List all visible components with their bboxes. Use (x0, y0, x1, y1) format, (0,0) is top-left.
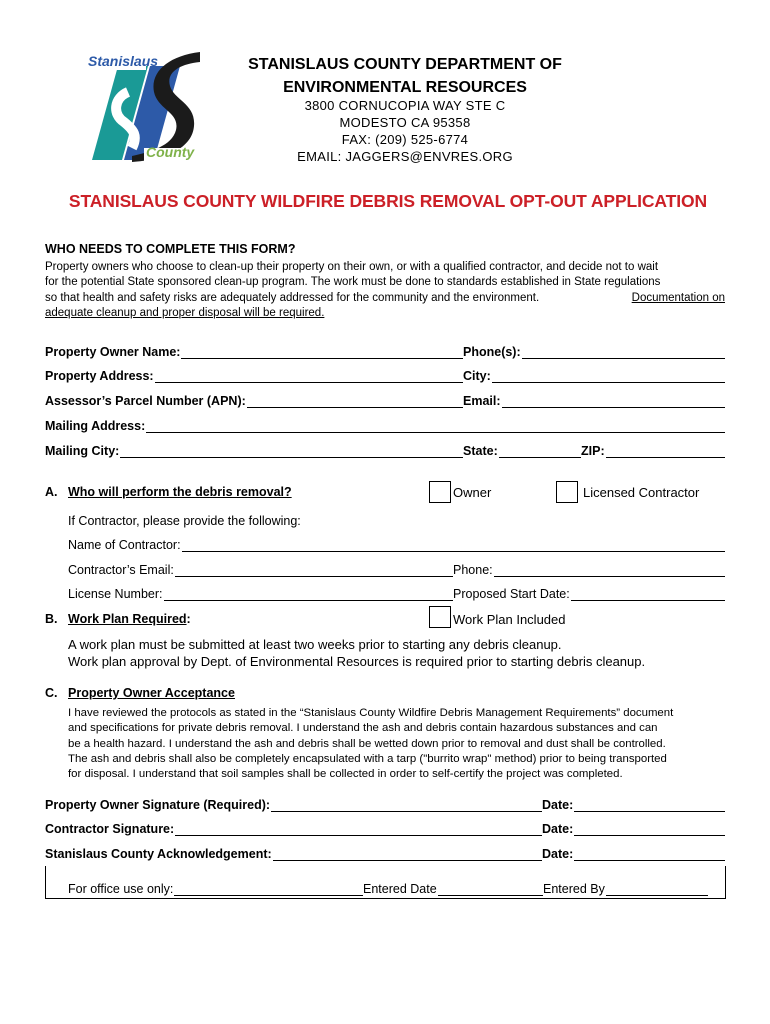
entered-by-label: Entered By (543, 882, 605, 896)
acceptance-line1: I have reviewed the protocols as stated in the “Stanislaus County Wildfire Debris Management Requirements” document (68, 707, 674, 719)
logo-text-stanislaus: Stanislaus (88, 53, 159, 69)
county-acknowledgement-label: Stanislaus County Acknowledgement: (45, 847, 272, 861)
license-number-field[interactable] (68, 587, 453, 601)
contractor-name-line[interactable] (182, 539, 725, 552)
city-line[interactable] (492, 370, 725, 383)
contractor-signature-date-line[interactable] (574, 823, 725, 836)
form-title: STANISLAUS COUNTY WILDFIRE DEBRIS REMOVAL OPT-OUT APPLICATION (68, 191, 708, 211)
work-plan-line2: Work plan approval by Dept. of Environmental Resources is required prior to starting debris cleanup. (68, 654, 646, 669)
zip-line[interactable] (606, 445, 725, 458)
who-heading: WHO NEEDS TO COMPLETE THIS FORM? (45, 242, 296, 256)
entered-by-line[interactable] (606, 883, 708, 896)
email-field[interactable] (463, 394, 725, 408)
section-b-letter: B. (45, 612, 58, 626)
contractor-email-line[interactable] (175, 564, 453, 577)
licensed-contractor-option-label: Licensed Contractor (583, 485, 700, 500)
entered-by-field[interactable] (543, 882, 708, 896)
county-logo (88, 52, 204, 162)
owner-signature-line[interactable] (271, 799, 542, 812)
email-line[interactable] (502, 395, 725, 408)
state-label: State: (463, 444, 498, 458)
owner-checkbox[interactable] (429, 481, 451, 503)
property-address-field[interactable] (45, 369, 463, 383)
owner-signature-label: Property Owner Signature (Required): (45, 798, 271, 812)
apn-line[interactable] (247, 395, 463, 408)
state-line[interactable] (499, 445, 581, 458)
mailing-city-line[interactable] (120, 445, 463, 458)
section-b-heading: Work Plan Required (68, 612, 187, 626)
documentation-note-start: Documentation on (631, 291, 725, 304)
entered-date-label: Entered Date (363, 882, 437, 896)
county-acknowledgement-date-label: Date: (542, 847, 574, 861)
contractor-signature-line[interactable] (175, 823, 542, 836)
address-line1: 3800 CORNUCOPIA WAY STE C (304, 98, 506, 113)
mailing-address-field[interactable] (45, 419, 725, 433)
contractor-email-field[interactable] (68, 563, 453, 577)
office-use-label: For office use only: (68, 882, 174, 896)
who-line2: for the potential State sponsored clean-up program. The work must be done to standards established in State regulations (45, 276, 661, 289)
logo-text-county: County (146, 144, 195, 160)
who-line3-text: so that health and safety risks are adequately addressed for the community and the environment. (45, 291, 540, 304)
county-acknowledgement-field[interactable] (45, 847, 542, 861)
contractor-intro: If Contractor, please provide the following: (68, 514, 301, 528)
zip-label: ZIP: (581, 444, 605, 458)
start-date-line[interactable] (571, 588, 725, 601)
contractor-email-label: Contractor’s Email: (68, 563, 174, 577)
owner-name-label: Property Owner Name: (45, 345, 181, 359)
owner-signature-field[interactable] (45, 798, 542, 812)
license-number-line[interactable] (164, 588, 454, 601)
acceptance-line2: and specifications for private debris removal. I understand the ash and debris contain hazardous substances and can (68, 722, 658, 735)
acceptance-line4: The ash and debris shall also be completely encapsulated with a tarp ("burrito wrap" method) prior to being transported (68, 752, 667, 765)
owner-option-label: Owner (453, 485, 492, 500)
contractor-phone-field[interactable] (453, 563, 725, 577)
start-date-label: Proposed Start Date: (453, 587, 570, 601)
fax-number: FAX: (209) 525-6774 (341, 132, 469, 147)
license-number-label: License Number: (68, 587, 163, 601)
contractor-signature-date-label: Date: (542, 822, 574, 836)
section-b-heading-wrap (68, 612, 191, 626)
mailing-city-field[interactable] (45, 444, 463, 458)
who-line3 (45, 291, 725, 306)
owner-signature-date-field[interactable] (542, 798, 725, 812)
phones-line[interactable] (522, 346, 725, 359)
work-plan-text (68, 636, 645, 670)
apn-field[interactable] (45, 394, 463, 408)
owner-signature-date-label: Date: (542, 798, 574, 812)
licensed-contractor-checkbox[interactable] (556, 481, 578, 503)
section-a-letter: A. (45, 485, 58, 499)
mailing-city-label: Mailing City: (45, 444, 120, 458)
who-paragraph (45, 260, 725, 321)
property-address-label: Property Address: (45, 369, 154, 383)
section-b-colon: : (186, 612, 191, 626)
contractor-name-label: Name of Contractor: (68, 538, 181, 552)
acceptance-paragraph (68, 706, 726, 782)
contact-email: EMAIL: JAGGERS@ENVRES.ORG (297, 149, 513, 164)
county-acknowledgement-line[interactable] (273, 848, 542, 861)
who-line1: Property owners who choose to clean-up their property on their own, or with a qualified contractor, and decide not to wait (45, 261, 659, 273)
acceptance-line3: be a health hazard. I understand the ash and debris shall be wetted down prior to removal and dust shall be controlled. (68, 737, 666, 750)
owner-name-line[interactable] (181, 346, 463, 359)
documentation-note-end: adequate cleanup and proper disposal will be required. (45, 306, 325, 319)
mailing-address-label: Mailing Address: (45, 419, 146, 433)
contractor-phone-line[interactable] (494, 564, 725, 577)
county-acknowledgement-date-field[interactable] (542, 847, 725, 861)
section-a-heading: Who will perform the debris removal? (68, 485, 292, 499)
zip-field[interactable] (581, 444, 725, 458)
section-c-letter: C. (45, 686, 58, 700)
office-use-line[interactable] (174, 883, 363, 896)
section-c-heading: Property Owner Acceptance (68, 686, 235, 700)
department-name-line2: ENVIRONMENTAL RESOURCES (283, 79, 527, 96)
work-plan-line1: A work plan must be submitted at least two weeks prior to starting any debris cleanup. (68, 637, 562, 652)
entered-date-field[interactable] (363, 882, 543, 896)
phones-field[interactable] (463, 345, 725, 359)
acceptance-line5: for disposal. I understand that soil samples shall be collected in order to self-certify the project was completed. (68, 768, 623, 781)
owner-signature-date-line[interactable] (574, 799, 725, 812)
department-name-line1: STANISLAUS COUNTY DEPARTMENT OF (248, 56, 562, 73)
city-label: City: (463, 369, 491, 383)
office-use-field[interactable] (68, 882, 363, 896)
apn-label: Assessor’s Parcel Number (APN): (45, 394, 246, 408)
county-acknowledgement-date-line[interactable] (574, 848, 725, 861)
contractor-name-field[interactable] (68, 538, 725, 552)
city-field[interactable] (463, 369, 725, 383)
contractor-signature-field[interactable] (45, 822, 542, 836)
work-plan-option-label: Work Plan Included (453, 612, 566, 627)
contractor-signature-date-field[interactable] (542, 822, 725, 836)
work-plan-checkbox[interactable] (429, 606, 451, 628)
state-field[interactable] (463, 444, 581, 458)
contractor-phone-label: Phone: (453, 563, 493, 577)
phones-label: Phone(s): (463, 345, 521, 359)
email-label: Email: (463, 394, 501, 408)
owner-name-field[interactable] (45, 345, 463, 359)
address-line2: MODESTO CA 95358 (339, 115, 471, 130)
entered-date-line[interactable] (438, 883, 543, 896)
property-address-line[interactable] (155, 370, 463, 383)
mailing-address-line[interactable] (146, 420, 725, 433)
start-date-field[interactable] (453, 587, 725, 601)
contractor-signature-label: Contractor Signature: (45, 822, 175, 836)
